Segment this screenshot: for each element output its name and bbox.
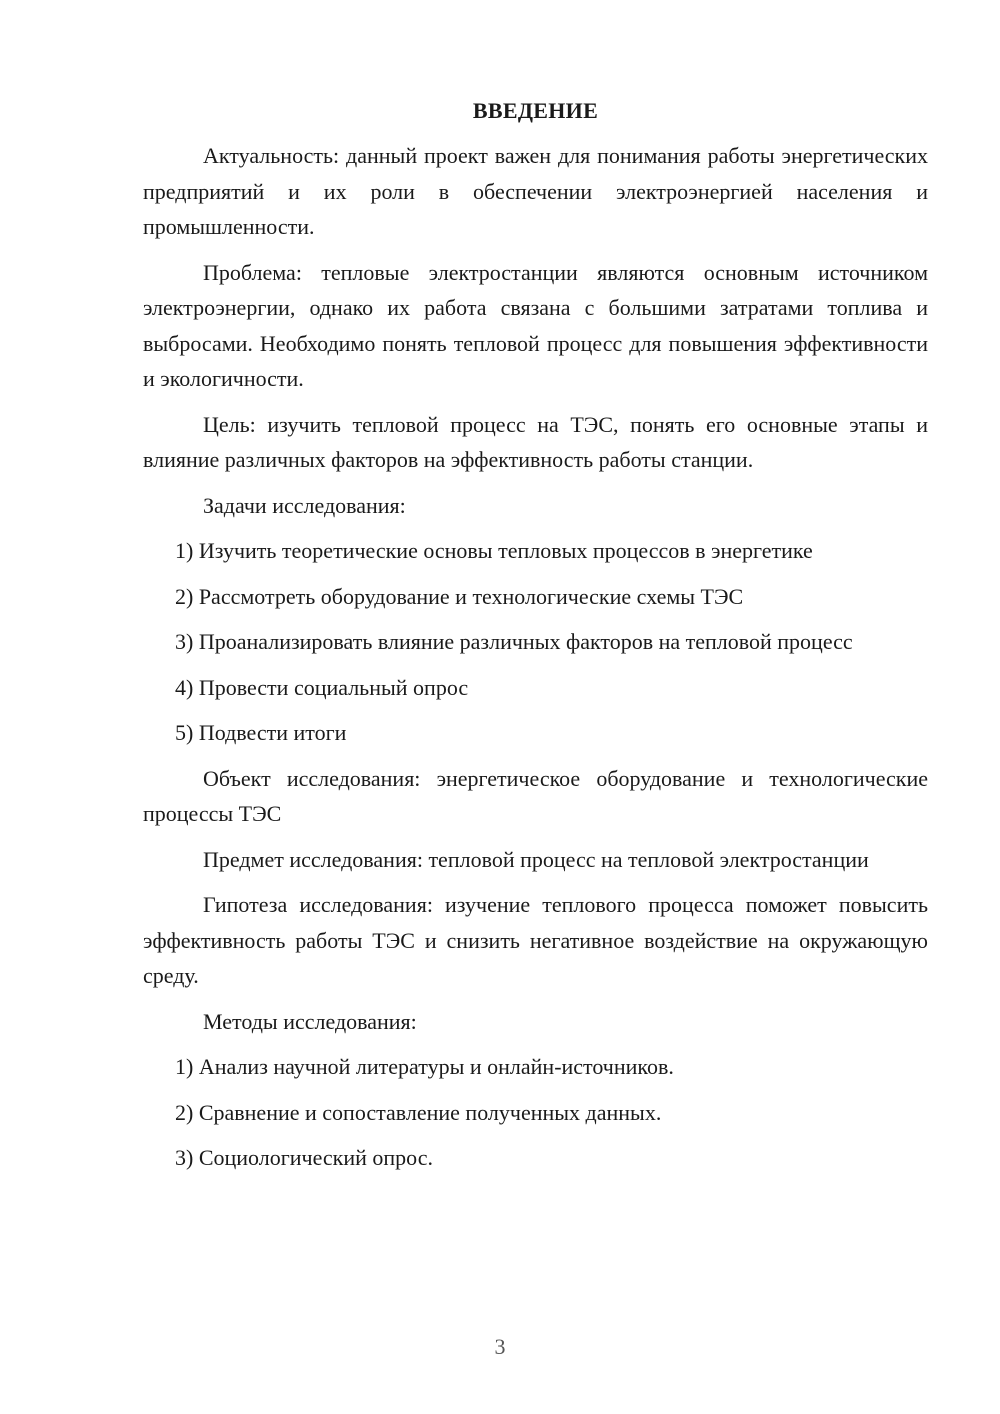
task-item: 3) Проанализировать влияние различных факторов на тепловой процесс (175, 629, 853, 654)
method-item: 2) Сравнение и сопоставление полученных данных. (175, 1099, 662, 1125)
document-page (143, 96, 928, 1186)
task-item: 1) Изучить теоретические основы тепловых процессов в энергетике (175, 538, 813, 563)
task-item: 2) Рассмотреть оборудование и технологические схемы ТЭС (175, 583, 744, 609)
problem-paragraph: Проблема: тепловые электростанции являются основным источником электроэнергии, однако их работа связана с большими затратами топлива и выбросами. Необходимо понять тепловой процесс для повышения эффективности и экологичности. (143, 259, 928, 391)
task-item: 5) Подвести итоги (175, 720, 347, 745)
method-item: 1) Анализ научной литературы и онлайн-источников. (175, 1054, 674, 1079)
task-item: 4) Провести социальный опрос (175, 674, 469, 700)
tasks-label: Задачи исследования: (203, 492, 406, 518)
goal-paragraph: Цель: изучить тепловой процесс на ТЭС, понять его основные этапы и влияние различных факторов на эффективность работы станции. (143, 411, 928, 472)
hypothesis-paragraph: Гипотеза исследования: изучение теплового процесса поможет повысить эффективность работы ТЭС и снизить негативное воздействие на окружающую среду. (143, 892, 928, 988)
object-paragraph: Объект исследования: энергетическое оборудование и технологические процессы ТЭС (143, 765, 928, 826)
document-title: ВВЕДЕНИЕ (472, 98, 599, 123)
methods-label: Методы исследования: (203, 1008, 417, 1034)
relevance-paragraph: Актуальность: данный проект важен для понимания работы энергетических предприятий и их роли в обеспечении электроэнергией населения и промышленности. (143, 143, 928, 239)
page-number: 3 (494, 1334, 506, 1359)
method-item: 3) Социологический опрос. (175, 1145, 433, 1170)
subject-paragraph: Предмет исследования: тепловой процесс на тепловой электростанции (203, 846, 869, 872)
